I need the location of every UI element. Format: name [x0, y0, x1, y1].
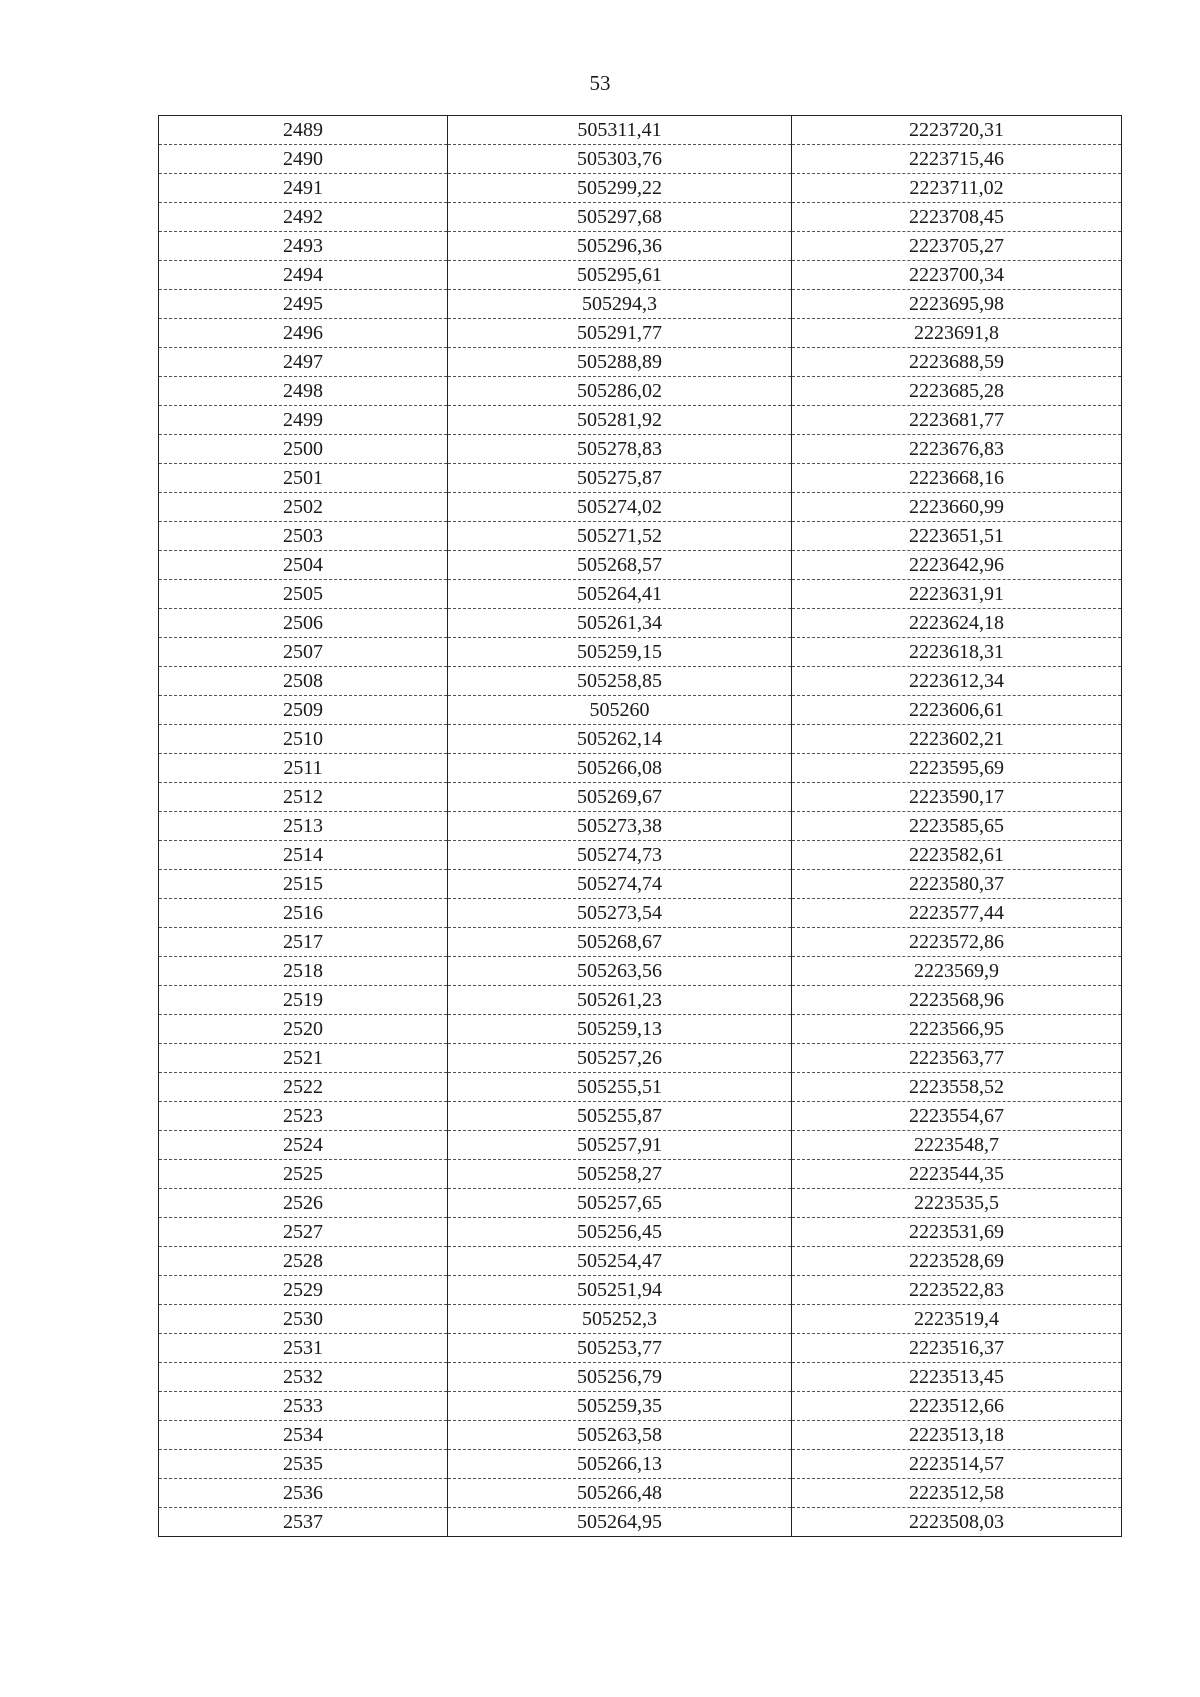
table-row: [159, 667, 1122, 696]
coordinates-table-body: [159, 116, 1122, 1537]
point-number-cell: 2519: [159, 986, 448, 1015]
y-coordinate-cell: 2223720,31: [792, 116, 1122, 145]
x-coordinate-cell: 505311,41: [448, 116, 792, 145]
table-row: [159, 841, 1122, 870]
table-row: [159, 1276, 1122, 1305]
table-row: [159, 406, 1122, 435]
x-coordinate-cell: 505281,92: [448, 406, 792, 435]
x-coordinate-cell: 505263,58: [448, 1421, 792, 1450]
y-coordinate-cell: 2223688,59: [792, 348, 1122, 377]
y-coordinate-cell: 2223535,5: [792, 1189, 1122, 1218]
x-coordinate-cell: 505296,36: [448, 232, 792, 261]
point-number-cell: 2523: [159, 1102, 448, 1131]
x-coordinate-cell: 505255,87: [448, 1102, 792, 1131]
y-coordinate-cell: 2223708,45: [792, 203, 1122, 232]
table-row: [159, 957, 1122, 986]
y-coordinate-cell: 2223691,8: [792, 319, 1122, 348]
y-coordinate-cell: 2223624,18: [792, 609, 1122, 638]
y-coordinate-cell: 2223516,37: [792, 1334, 1122, 1363]
x-coordinate-cell: 505266,13: [448, 1450, 792, 1479]
y-coordinate-cell: 2223700,34: [792, 261, 1122, 290]
point-number-cell: 2505: [159, 580, 448, 609]
x-coordinate-cell: 505251,94: [448, 1276, 792, 1305]
x-coordinate-cell: 505264,95: [448, 1508, 792, 1537]
table-row: [159, 1102, 1122, 1131]
y-coordinate-cell: 2223544,35: [792, 1160, 1122, 1189]
point-number-cell: 2493: [159, 232, 448, 261]
point-number-cell: 2513: [159, 812, 448, 841]
x-coordinate-cell: 505258,85: [448, 667, 792, 696]
table-row: [159, 580, 1122, 609]
point-number-cell: 2489: [159, 116, 448, 145]
point-number-cell: 2492: [159, 203, 448, 232]
x-coordinate-cell: 505256,79: [448, 1363, 792, 1392]
table-row: [159, 1044, 1122, 1073]
point-number-cell: 2498: [159, 377, 448, 406]
y-coordinate-cell: 2223642,96: [792, 551, 1122, 580]
x-coordinate-cell: 505263,56: [448, 957, 792, 986]
y-coordinate-cell: 2223668,16: [792, 464, 1122, 493]
x-coordinate-cell: 505274,02: [448, 493, 792, 522]
y-coordinate-cell: 2223681,77: [792, 406, 1122, 435]
table-row: [159, 1334, 1122, 1363]
y-coordinate-cell: 2223513,18: [792, 1421, 1122, 1450]
y-coordinate-cell: 2223548,7: [792, 1131, 1122, 1160]
x-coordinate-cell: 505273,38: [448, 812, 792, 841]
point-number-cell: 2522: [159, 1073, 448, 1102]
point-number-cell: 2508: [159, 667, 448, 696]
table-row: [159, 464, 1122, 493]
table-row: [159, 435, 1122, 464]
y-coordinate-cell: 2223651,51: [792, 522, 1122, 551]
y-coordinate-cell: 2223715,46: [792, 145, 1122, 174]
y-coordinate-cell: 2223711,02: [792, 174, 1122, 203]
y-coordinate-cell: 2223563,77: [792, 1044, 1122, 1073]
point-number-cell: 2515: [159, 870, 448, 899]
x-coordinate-cell: 505303,76: [448, 145, 792, 174]
table-row: [159, 1305, 1122, 1334]
table-row: [159, 116, 1122, 145]
table-row: [159, 1421, 1122, 1450]
x-coordinate-cell: 505261,23: [448, 986, 792, 1015]
x-coordinate-cell: 505257,65: [448, 1189, 792, 1218]
table-row: [159, 551, 1122, 580]
x-coordinate-cell: 505299,22: [448, 174, 792, 203]
y-coordinate-cell: 2223568,96: [792, 986, 1122, 1015]
y-coordinate-cell: 2223514,57: [792, 1450, 1122, 1479]
point-number-cell: 2502: [159, 493, 448, 522]
y-coordinate-cell: 2223582,61: [792, 841, 1122, 870]
table-row: [159, 377, 1122, 406]
point-number-cell: 2504: [159, 551, 448, 580]
x-coordinate-cell: 505288,89: [448, 348, 792, 377]
y-coordinate-cell: 2223566,95: [792, 1015, 1122, 1044]
point-number-cell: 2533: [159, 1392, 448, 1421]
point-number-cell: 2509: [159, 696, 448, 725]
y-coordinate-cell: 2223585,65: [792, 812, 1122, 841]
y-coordinate-cell: 2223660,99: [792, 493, 1122, 522]
x-coordinate-cell: 505254,47: [448, 1247, 792, 1276]
x-coordinate-cell: 505255,51: [448, 1073, 792, 1102]
table-row: [159, 145, 1122, 174]
x-coordinate-cell: 505256,45: [448, 1218, 792, 1247]
point-number-cell: 2521: [159, 1044, 448, 1073]
table-row: [159, 1363, 1122, 1392]
y-coordinate-cell: 2223519,4: [792, 1305, 1122, 1334]
table-row: [159, 812, 1122, 841]
x-coordinate-cell: 505262,14: [448, 725, 792, 754]
page-number: 53: [589, 71, 611, 95]
point-number-cell: 2499: [159, 406, 448, 435]
y-coordinate-cell: 2223595,69: [792, 754, 1122, 783]
y-coordinate-cell: 2223590,17: [792, 783, 1122, 812]
table-row: [159, 1189, 1122, 1218]
x-coordinate-cell: 505271,52: [448, 522, 792, 551]
table-row: [159, 1392, 1122, 1421]
point-number-cell: 2501: [159, 464, 448, 493]
table-row: [159, 609, 1122, 638]
point-number-cell: 2535: [159, 1450, 448, 1479]
point-number-cell: 2491: [159, 174, 448, 203]
point-number-cell: 2494: [159, 261, 448, 290]
x-coordinate-cell: 505266,08: [448, 754, 792, 783]
table-row: [159, 1508, 1122, 1537]
point-number-cell: 2510: [159, 725, 448, 754]
point-number-cell: 2500: [159, 435, 448, 464]
point-number-cell: 2530: [159, 1305, 448, 1334]
table-row: [159, 1479, 1122, 1508]
table-row: [159, 899, 1122, 928]
x-coordinate-cell: 505278,83: [448, 435, 792, 464]
x-coordinate-cell: 505291,77: [448, 319, 792, 348]
point-number-cell: 2528: [159, 1247, 448, 1276]
y-coordinate-cell: 2223558,52: [792, 1073, 1122, 1102]
point-number-cell: 2526: [159, 1189, 448, 1218]
x-coordinate-cell: 505257,91: [448, 1131, 792, 1160]
point-number-cell: 2512: [159, 783, 448, 812]
point-number-cell: 2511: [159, 754, 448, 783]
table-row: [159, 870, 1122, 899]
x-coordinate-cell: 505264,41: [448, 580, 792, 609]
table-row: [159, 290, 1122, 319]
point-number-cell: 2525: [159, 1160, 448, 1189]
x-coordinate-cell: 505286,02: [448, 377, 792, 406]
x-coordinate-cell: 505274,74: [448, 870, 792, 899]
y-coordinate-cell: 2223508,03: [792, 1508, 1122, 1537]
point-number-cell: 2517: [159, 928, 448, 957]
table-row: [159, 174, 1122, 203]
x-coordinate-cell: 505295,61: [448, 261, 792, 290]
x-coordinate-cell: 505259,15: [448, 638, 792, 667]
y-coordinate-cell: 2223612,34: [792, 667, 1122, 696]
x-coordinate-cell: 505268,67: [448, 928, 792, 957]
point-number-cell: 2520: [159, 1015, 448, 1044]
y-coordinate-cell: 2223685,28: [792, 377, 1122, 406]
x-coordinate-cell: 505273,54: [448, 899, 792, 928]
table-row: [159, 493, 1122, 522]
point-number-cell: 2507: [159, 638, 448, 667]
table-row: [159, 696, 1122, 725]
table-row: [159, 232, 1122, 261]
y-coordinate-cell: 2223512,66: [792, 1392, 1122, 1421]
table-row: [159, 986, 1122, 1015]
y-coordinate-cell: 2223572,86: [792, 928, 1122, 957]
point-number-cell: 2496: [159, 319, 448, 348]
y-coordinate-cell: 2223695,98: [792, 290, 1122, 319]
point-number-cell: 2514: [159, 841, 448, 870]
x-coordinate-cell: 505261,34: [448, 609, 792, 638]
x-coordinate-cell: 505275,87: [448, 464, 792, 493]
table-row: [159, 1247, 1122, 1276]
table-row: [159, 638, 1122, 667]
table-row: [159, 522, 1122, 551]
x-coordinate-cell: 505268,57: [448, 551, 792, 580]
x-coordinate-cell: 505252,3: [448, 1305, 792, 1334]
point-number-cell: 2529: [159, 1276, 448, 1305]
y-coordinate-cell: 2223676,83: [792, 435, 1122, 464]
point-number-cell: 2490: [159, 145, 448, 174]
x-coordinate-cell: 505297,68: [448, 203, 792, 232]
point-number-cell: 2524: [159, 1131, 448, 1160]
point-number-cell: 2531: [159, 1334, 448, 1363]
point-number-cell: 2527: [159, 1218, 448, 1247]
point-number-cell: 2497: [159, 348, 448, 377]
table-row: [159, 783, 1122, 812]
y-coordinate-cell: 2223577,44: [792, 899, 1122, 928]
point-number-cell: 2516: [159, 899, 448, 928]
point-number-cell: 2518: [159, 957, 448, 986]
point-number-cell: 2537: [159, 1508, 448, 1537]
point-number-cell: 2536: [159, 1479, 448, 1508]
table-row: [159, 1073, 1122, 1102]
coordinates-table: [158, 115, 1122, 1537]
y-coordinate-cell: 2223602,21: [792, 725, 1122, 754]
x-coordinate-cell: 505259,13: [448, 1015, 792, 1044]
y-coordinate-cell: 2223522,83: [792, 1276, 1122, 1305]
y-coordinate-cell: 2223580,37: [792, 870, 1122, 899]
table-row: [159, 754, 1122, 783]
x-coordinate-cell: 505274,73: [448, 841, 792, 870]
x-coordinate-cell: 505269,67: [448, 783, 792, 812]
table-row: [159, 1015, 1122, 1044]
point-number-cell: 2506: [159, 609, 448, 638]
table-row: [159, 725, 1122, 754]
y-coordinate-cell: 2223528,69: [792, 1247, 1122, 1276]
table-row: [159, 1160, 1122, 1189]
y-coordinate-cell: 2223512,58: [792, 1479, 1122, 1508]
table-row: [159, 319, 1122, 348]
y-coordinate-cell: 2223631,91: [792, 580, 1122, 609]
y-coordinate-cell: 2223554,67: [792, 1102, 1122, 1131]
x-coordinate-cell: 505258,27: [448, 1160, 792, 1189]
x-coordinate-cell: 505253,77: [448, 1334, 792, 1363]
x-coordinate-cell: 505257,26: [448, 1044, 792, 1073]
y-coordinate-cell: 2223531,69: [792, 1218, 1122, 1247]
point-number-cell: 2534: [159, 1421, 448, 1450]
x-coordinate-cell: 505266,48: [448, 1479, 792, 1508]
x-coordinate-cell: 505259,35: [448, 1392, 792, 1421]
y-coordinate-cell: 2223705,27: [792, 232, 1122, 261]
table-row: [159, 1450, 1122, 1479]
x-coordinate-cell: 505260: [448, 696, 792, 725]
y-coordinate-cell: 2223618,31: [792, 638, 1122, 667]
table-row: [159, 203, 1122, 232]
x-coordinate-cell: 505294,3: [448, 290, 792, 319]
table-row: [159, 1131, 1122, 1160]
point-number-cell: 2495: [159, 290, 448, 319]
point-number-cell: 2503: [159, 522, 448, 551]
table-row: [159, 1218, 1122, 1247]
y-coordinate-cell: 2223513,45: [792, 1363, 1122, 1392]
table-row: [159, 928, 1122, 957]
y-coordinate-cell: 2223569,9: [792, 957, 1122, 986]
table-row: [159, 261, 1122, 290]
point-number-cell: 2532: [159, 1363, 448, 1392]
table-row: [159, 348, 1122, 377]
y-coordinate-cell: 2223606,61: [792, 696, 1122, 725]
